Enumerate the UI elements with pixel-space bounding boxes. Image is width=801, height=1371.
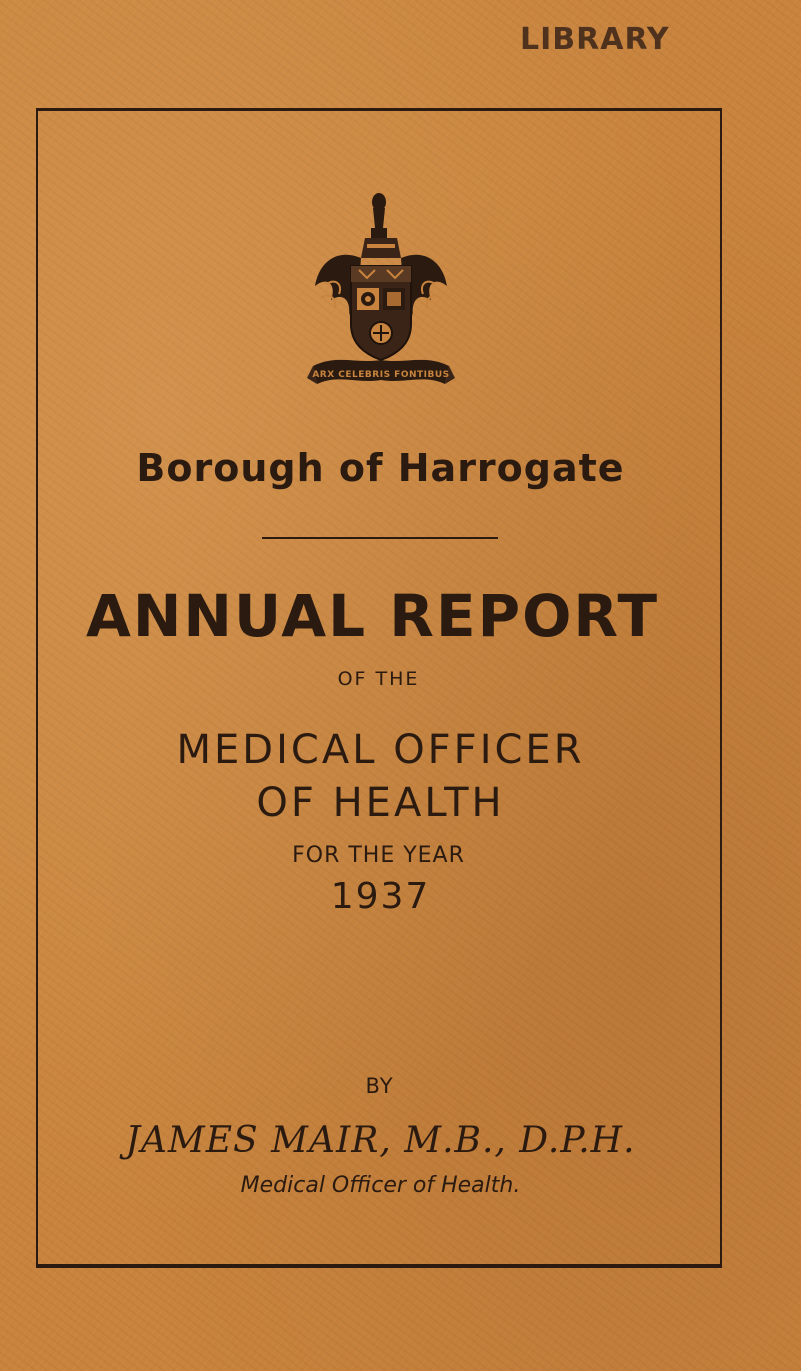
office-line-1: MEDICAL OFFICER xyxy=(176,727,585,773)
of-the-label: OF THE xyxy=(337,668,420,690)
author-role: Medical Officer of Health. xyxy=(240,1173,521,1198)
office-line-2: OF HEALTH xyxy=(256,780,505,826)
report-year: 1937 xyxy=(330,876,431,917)
report-title: ANNUAL REPORT xyxy=(85,582,660,650)
title-divider xyxy=(262,537,498,539)
library-stamp: LIBRARY xyxy=(520,22,670,57)
borough-name: Borough of Harrogate xyxy=(136,446,625,490)
for-the-year-label: FOR THE YEAR xyxy=(292,843,465,868)
borough-crest-icon xyxy=(307,188,455,398)
by-label: BY xyxy=(365,1074,394,1098)
crest-motto: ARX CELEBRIS FONTIBUS xyxy=(312,370,450,380)
author-name: JAMES MAIR, M.B., D.P.H. xyxy=(125,1120,636,1161)
